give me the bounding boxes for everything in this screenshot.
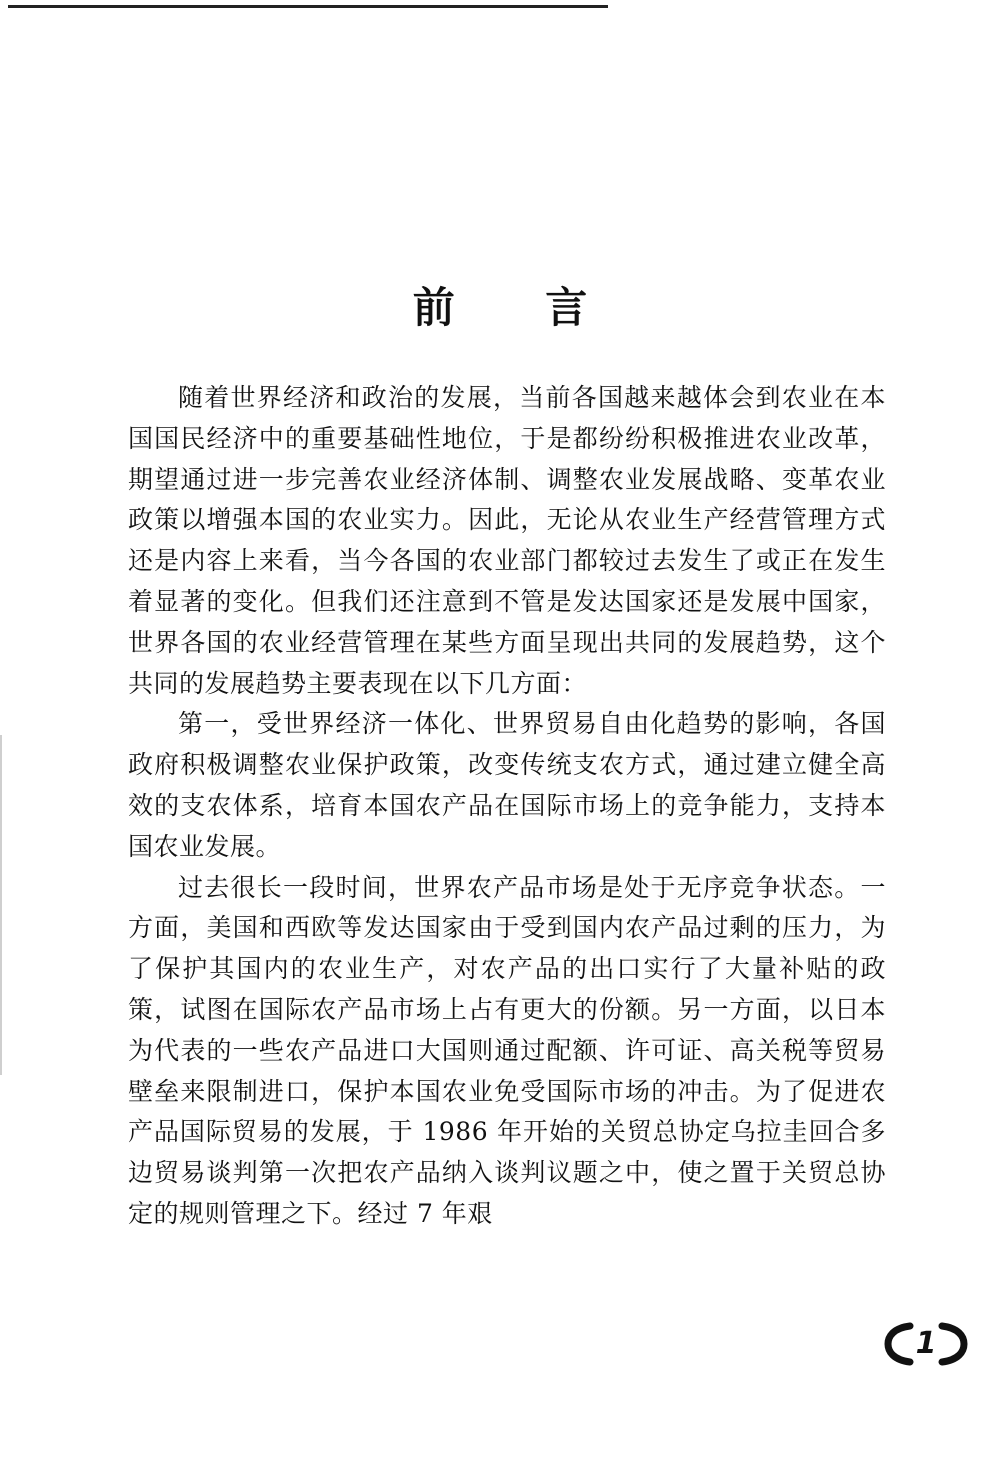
body-text <box>128 378 886 1235</box>
paragraph-1: 随着世界经济和政治的发展，当前各国越来越体会到农业在本国国民经济中的重要基础性地位，于是都纷纷积极推进农业改革，期望通过进一步完善农业经济体制、调整农业发展战略、变革农业政策以增强本国的农业实力。因此，无论从农业生产经营管理方式还是内容上来看，当今各国的农业部门都较过去发生了或正在发生着显著的变化。但我们还注意到不管是发达国家还是发展中国家，世界各国的农业经营管理在某些方面呈现出共同的发展趋势，这个共同的发展趋势主要表现在以下几方面： <box>128 383 886 698</box>
page-number-badge <box>880 1318 972 1370</box>
page-title: 前 言 <box>412 283 626 332</box>
paragraph-3: 过去很长一段时间，世界农产品市场是处于无序竞争状态。一方面，美国和西欧等发达国家由于受到国内农产品过剩的压力，为了保护其国内的农业生产，对农产品的出口实行了大量补贴的政策，试图在国际农产品市场上占有更大的份额。另一方面，以日本为代表的一些农产品进口大国则通过配额、许可证、高关税等贸易壁垒来限制进口，保护本国农业免受国际市场的冲击。为了促进农产品国际贸易的发展，于 1986 年开始的关贸总协定乌拉圭回合多边贸易谈判第一次把农产品纳入谈判议题之中，使之置于关贸总协定的规则管理之下。经过 7 年艰 <box>128 872 886 1228</box>
paragraph-2: 第一，受世界经济一体化、世界贸易自由化趋势的影响，各国政府积极调整农业保护政策，改变传统支农方式，通过建立健全高效的支农体系，培育本国农产品在国际市场上的竞争能力，支持本国农业发展。 <box>128 709 886 861</box>
top-rule <box>8 5 608 8</box>
scan-edge-mark <box>0 735 2 1075</box>
page-number: 1 <box>915 1326 937 1361</box>
